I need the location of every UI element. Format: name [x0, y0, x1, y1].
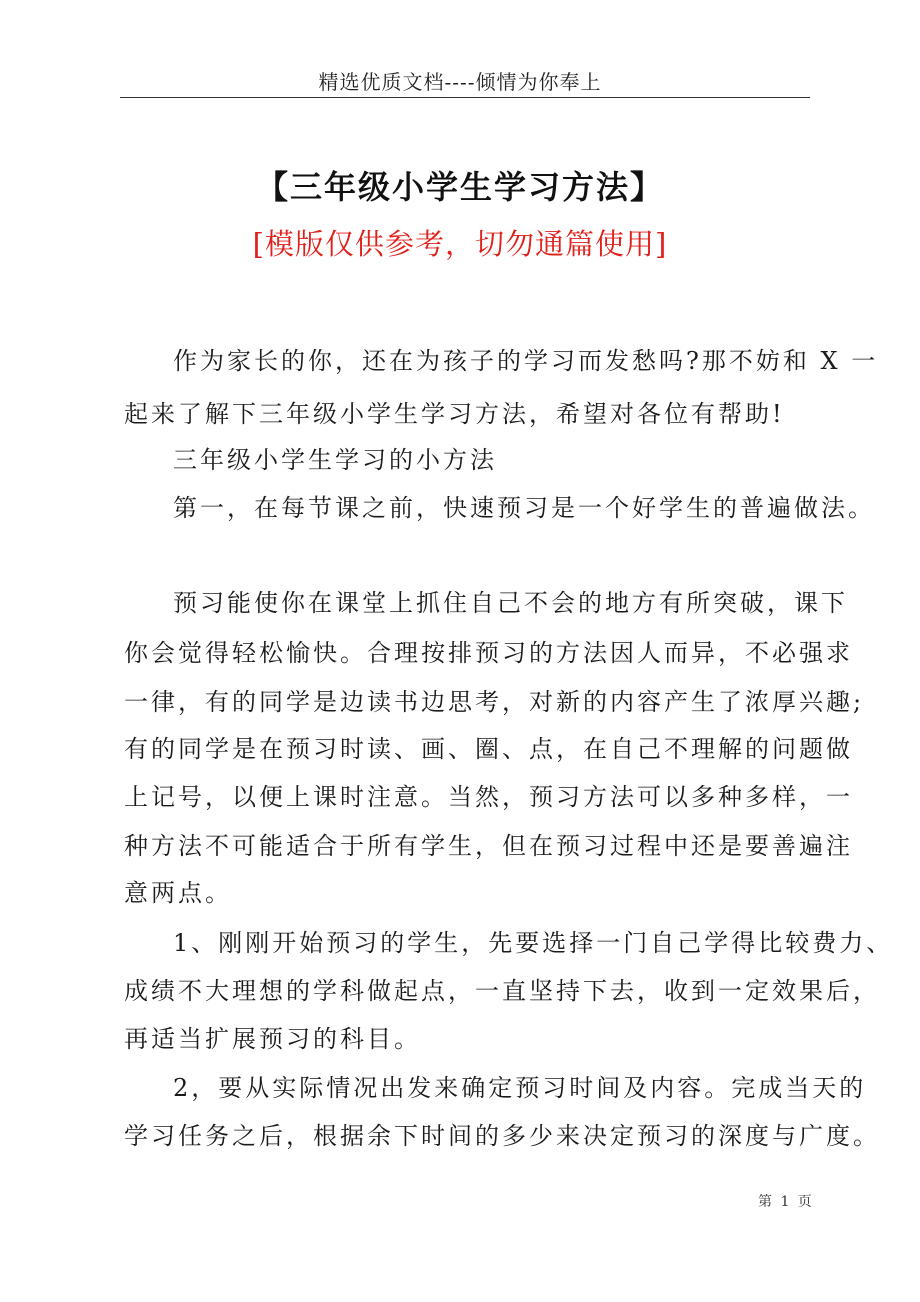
text-line: 再适当扩展预习的科目。: [124, 1025, 421, 1053]
text-line: 三年级小学生学习的小方法: [173, 446, 497, 474]
page-number: 第 1 页: [758, 1194, 814, 1210]
document-title: 【三年级小学生学习方法】: [255, 168, 664, 206]
text-line: 一律，有的同学是边读书边思考，对新的内容产生了浓厚兴趣;: [124, 688, 865, 716]
page-header: 精选优质文档----倾情为你奉上: [318, 70, 602, 94]
text-line: 你会觉得轻松愉快。合理按排预习的方法因人而异，不必强求: [124, 639, 853, 667]
text-line: 1、刚刚开始预习的学生，先要选择一门自己学得比较费力、: [173, 929, 894, 957]
text-line: 有的同学是在预习时读、画、圈、点，在自己不理解的问题做: [124, 735, 853, 763]
document-subtitle: [模版仅供参考，切勿通篇使用]: [252, 227, 668, 261]
text-line: 作为家长的你，还在为孩子的学习而发愁吗?那不妨和 X 一: [173, 347, 879, 375]
text-line: 上记号，以便上课时注意。当然，预习方法可以多种多样，一: [124, 783, 853, 811]
text-line: 意两点。: [124, 879, 232, 907]
text-line: 2，要从实际情况出发来确定预习时间及内容。完成当天的: [173, 1074, 867, 1102]
text-line: 学习任务之后，根据余下时间的多少来决定预习的深度与广度。: [124, 1122, 880, 1150]
header-divider: [120, 97, 810, 98]
text-line: 预习能使你在课堂上抓住自己不会的地方有所突破，课下: [173, 589, 848, 617]
text-line: 成绩不大理想的学科做起点，一直坚持下去，收到一定效果后，: [124, 977, 880, 1005]
text-line: 起来了解下三年级小学生学习方法，希望对各位有帮助!: [124, 400, 785, 428]
text-line: 种方法不可能适合于所有学生，但在预习过程中还是要善遍注: [124, 832, 853, 860]
text-line: 第一，在每节课之前，快速预习是一个好学生的普遍做法。: [173, 494, 875, 522]
